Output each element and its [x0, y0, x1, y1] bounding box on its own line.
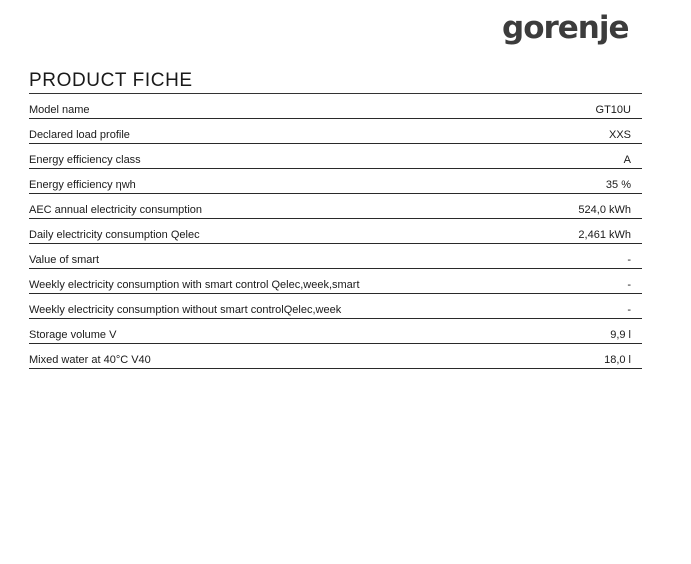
table-row-model-name	[29, 94, 642, 119]
row-value: 35 %	[605, 179, 631, 191]
table-row-weekly-smart	[29, 269, 642, 294]
table-row-weekly-no-smart	[29, 294, 642, 319]
row-value: -	[627, 304, 631, 316]
row-value: GT10U	[595, 104, 631, 116]
row-label: Energy efficiency class	[29, 154, 141, 166]
row-value: 18,0 l	[604, 354, 631, 366]
page-title: PRODUCT FICHE	[29, 70, 193, 91]
row-label: Weekly electricity consumption with smart control Qelec,week,smart	[29, 279, 360, 291]
brand-logo: gorenje	[502, 10, 629, 46]
row-value: XXS	[608, 129, 631, 141]
row-value: 524,0 kWh	[578, 204, 631, 216]
row-label: Energy efficiency ηwh	[29, 179, 136, 191]
table-row-value-of-smart	[29, 244, 642, 269]
table-row-mixed-water	[29, 344, 642, 369]
table-row-annual-consumption	[29, 194, 642, 219]
table-row-efficiency	[29, 169, 642, 194]
row-label: Daily electricity consumption Qelec	[29, 229, 200, 241]
row-value: A	[623, 154, 631, 166]
row-label: Model name	[29, 104, 90, 116]
row-label: AEC annual electricity consumption	[29, 204, 203, 216]
table-row-daily-consumption	[29, 219, 642, 244]
row-label: Weekly electricity consumption without smart controlQelec,week	[29, 304, 342, 316]
row-value: -	[627, 279, 631, 291]
row-value: 2,461 kWh	[578, 229, 631, 241]
row-label: Value of smart	[29, 254, 100, 266]
table-row-load-profile	[29, 119, 642, 144]
product-fiche-table	[29, 94, 642, 369]
row-label: Declared load profile	[29, 129, 130, 141]
row-label: Storage volume V	[29, 329, 117, 341]
row-value: -	[627, 254, 631, 266]
row-value: 9,9 l	[610, 329, 631, 341]
table-row-efficiency-class	[29, 144, 642, 169]
row-label: Mixed water at 40°C V40	[29, 354, 151, 366]
table-row-storage-volume	[29, 319, 642, 344]
